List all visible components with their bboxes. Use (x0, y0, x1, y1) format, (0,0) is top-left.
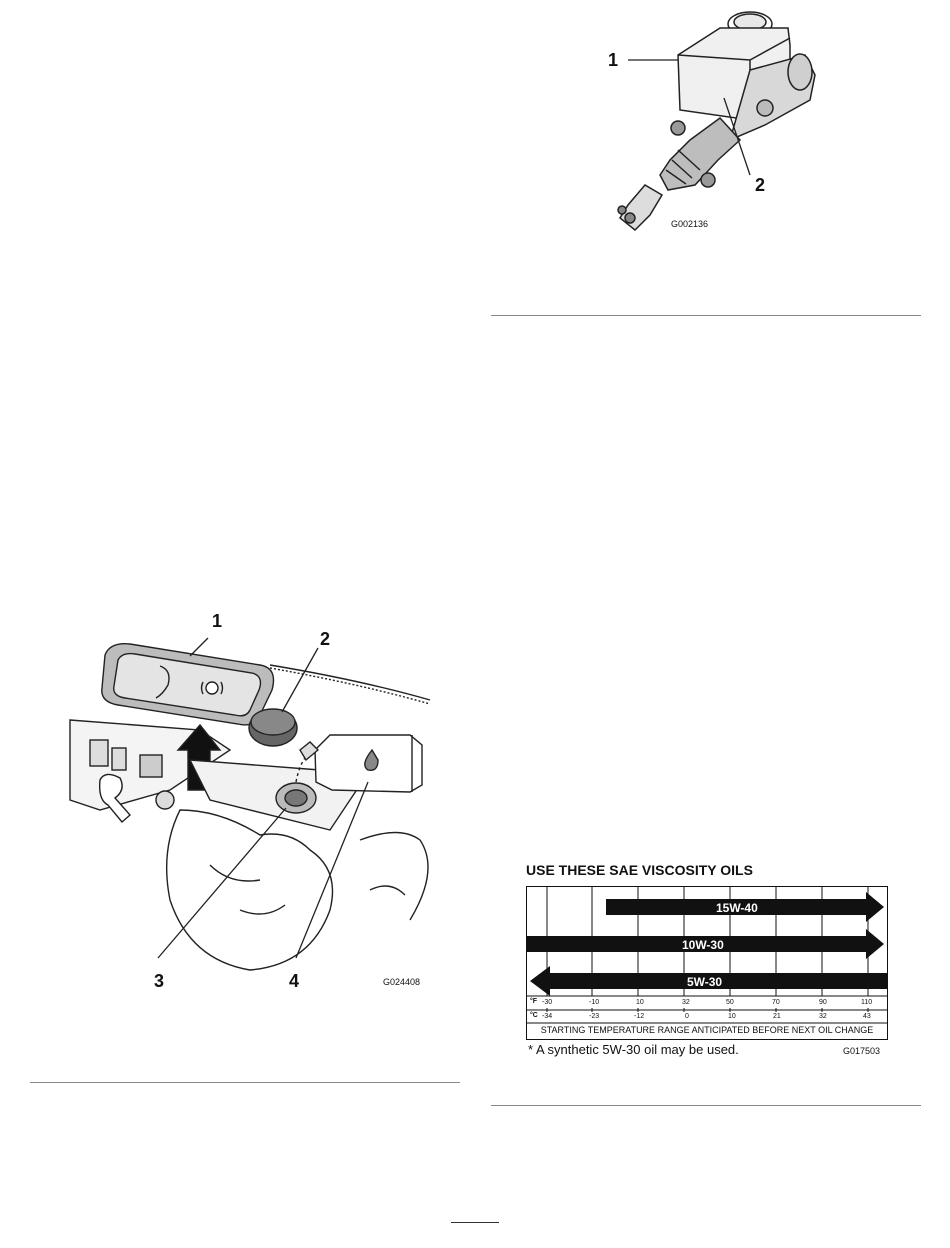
f-tick-label: -30 (542, 999, 553, 1006)
celsius-label: °C (530, 1012, 538, 1019)
c-tick-label: -34 (542, 1013, 553, 1020)
fluid-fill-illustration (60, 610, 460, 985)
bar-label-10w30: 10W-30 (682, 938, 724, 952)
f-tick-label: 70 (772, 999, 780, 1006)
figure-code: G002136 (671, 219, 709, 229)
synthetic-oil-footnote: * A synthetic 5W-30 oil may be used. (528, 1042, 739, 1057)
c-tick-label: 0 (685, 1013, 689, 1020)
fahrenheit-label: °F (530, 998, 538, 1005)
f-tick-label: 90 (819, 999, 827, 1006)
master-cylinder-figure (600, 0, 920, 245)
figure-code: G024408 (383, 977, 421, 987)
section-divider (30, 1082, 460, 1083)
c-tick-label: 10 (728, 1013, 736, 1020)
f-tick-label: 50 (726, 999, 734, 1006)
f-tick-label: 32 (682, 999, 690, 1006)
master-cylinder-illustration (600, 0, 920, 245)
c-tick-label: 43 (863, 1013, 871, 1020)
viscosity-chart-title: USE THESE SAE VISCOSITY OILS (526, 862, 753, 878)
callout-1: 1 (608, 50, 619, 70)
fluid-fill-figure (60, 610, 460, 985)
c-tick-label: 21 (773, 1013, 781, 1020)
section-divider (491, 315, 921, 316)
c-tick-label: -12 (634, 1013, 645, 1020)
viscosity-chart (526, 886, 888, 1040)
callout-1: 1 (212, 611, 223, 631)
bar-label-5w30: 5W-30 (687, 975, 723, 989)
callout-2: 2 (320, 629, 331, 649)
callout-3: 3 (154, 971, 165, 991)
f-tick-label: 110 (861, 999, 873, 1006)
c-tick-label: -23 (589, 1013, 600, 1020)
f-tick-label: 10 (636, 999, 644, 1006)
temperature-range-label: STARTING TEMPERATURE RANGE ANTICIPATED BEFORE NEXT OIL CHANGE (540, 1025, 874, 1035)
f-tick-label: -10 (589, 999, 600, 1006)
callout-4: 4 (289, 971, 300, 991)
c-tick-label: 32 (819, 1013, 827, 1020)
page-number-rule (451, 1222, 499, 1223)
callout-2: 2 (755, 175, 766, 195)
viscosity-grid (526, 886, 888, 1040)
section-divider (491, 1105, 921, 1106)
bar-label-15w40: 15W-40 (716, 901, 758, 915)
figure-code: G017503 (843, 1046, 881, 1056)
